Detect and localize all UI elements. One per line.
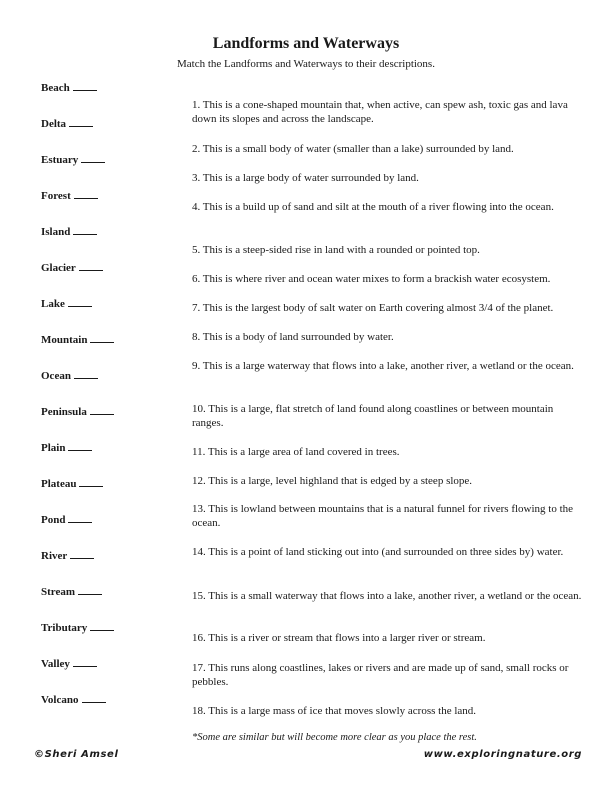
term-island bbox=[41, 226, 97, 238]
term-peninsula bbox=[41, 406, 114, 418]
term-lake bbox=[41, 298, 92, 310]
answer-blank[interactable] bbox=[78, 593, 102, 595]
description-7: 7. This is the largest body of salt water on Earth covering almost 3/4 of the planet. bbox=[192, 302, 554, 314]
term-pond bbox=[41, 514, 92, 526]
term-ocean bbox=[41, 370, 98, 382]
term-volcano bbox=[41, 694, 106, 706]
description-18: 18. This is a large mass of ice that moves slowly across the land. bbox=[192, 705, 477, 717]
term-plateau bbox=[41, 478, 103, 490]
term-label: Forest bbox=[41, 190, 71, 202]
answer-blank[interactable] bbox=[68, 305, 92, 307]
answer-blank[interactable] bbox=[74, 377, 98, 379]
answer-blank[interactable] bbox=[81, 161, 105, 163]
term-plain bbox=[41, 442, 92, 454]
description-9: 9. This is a large waterway that flows into a lake, another river, a wetland or the ocean. bbox=[192, 360, 574, 372]
answer-blank[interactable] bbox=[90, 341, 114, 343]
term-label: Tributary bbox=[41, 622, 88, 634]
term-tributary bbox=[41, 622, 114, 634]
answer-blank[interactable] bbox=[73, 233, 97, 235]
term-label: River bbox=[41, 550, 68, 562]
answer-blank[interactable] bbox=[79, 485, 103, 487]
page-title: Landforms and Waterways bbox=[212, 35, 400, 52]
term-label: Estuary bbox=[41, 154, 79, 166]
term-delta bbox=[41, 118, 93, 130]
term-label: Glacier bbox=[41, 262, 76, 274]
description-16: 16. This is a river or stream that flows into a larger river or stream. bbox=[192, 632, 486, 644]
footnote: *Some are similar but will become more clear as you place the rest. bbox=[192, 732, 477, 743]
description-8: 8. This is a body of land surrounded by water. bbox=[192, 331, 394, 343]
term-label: Beach bbox=[41, 82, 70, 94]
term-glacier bbox=[41, 262, 103, 274]
description-11: 11. This is a large area of land covered in trees. bbox=[192, 446, 400, 458]
term-label: Lake bbox=[41, 298, 65, 310]
term-label: Stream bbox=[41, 586, 76, 598]
description-10: 10. This is a large, flat stretch of land found along coastlines or between mountain ranges. bbox=[192, 403, 554, 429]
term-label: Plain bbox=[41, 442, 66, 454]
answer-blank[interactable] bbox=[90, 413, 114, 415]
description-12: 12. This is a large, level highland that is edged by a steep slope. bbox=[192, 475, 473, 487]
term-label: Pond bbox=[41, 514, 66, 526]
answer-blank[interactable] bbox=[73, 665, 97, 667]
term-valley bbox=[41, 658, 97, 670]
website-url: www.exploringnature.org bbox=[423, 749, 582, 760]
description-13: 13. This is lowland between mountains that is a natural funnel for rivers flowing to the ocean. bbox=[192, 503, 574, 529]
term-label: Plateau bbox=[41, 478, 77, 490]
answer-blank[interactable] bbox=[79, 269, 103, 271]
answer-blank[interactable] bbox=[68, 449, 92, 451]
answer-blank[interactable] bbox=[82, 701, 106, 703]
term-label: Valley bbox=[41, 658, 70, 670]
description-4: 4. This is a build up of sand and silt at the mouth of a river flowing into the ocean. bbox=[192, 201, 554, 213]
term-stream bbox=[41, 586, 102, 598]
answer-blank[interactable] bbox=[69, 125, 93, 127]
answer-blank[interactable] bbox=[73, 89, 97, 91]
description-5: 5. This is a steep-sided rise in land with a rounded or pointed top. bbox=[192, 244, 480, 256]
term-label: Volcano bbox=[41, 694, 79, 706]
answer-blank[interactable] bbox=[74, 197, 98, 199]
answer-blank[interactable] bbox=[68, 521, 92, 523]
term-forest bbox=[41, 190, 98, 202]
description-15: 15. This is a small waterway that flows into a lake, another river, a wetland or the ocean. bbox=[192, 590, 582, 602]
description-6: 6. This is where river and ocean water mixes to form a brackish water ecosystem. bbox=[192, 273, 551, 285]
term-label: Island bbox=[41, 226, 71, 238]
description-3: 3. This is a large body of water surrounded by land. bbox=[192, 172, 419, 184]
answer-blank[interactable] bbox=[90, 629, 114, 631]
term-label: Mountain bbox=[41, 334, 88, 346]
description-17: 17. This runs along coastlines, lakes or rivers and are made up of sand, small rocks or pebbles. bbox=[192, 662, 569, 688]
answer-blank[interactable] bbox=[70, 557, 94, 559]
description-1: 1. This is a cone-shaped mountain that, when active, can spew ash, toxic gas and lava down its slopes and across the landscape. bbox=[192, 99, 568, 125]
term-river bbox=[41, 550, 94, 562]
copyright: ©Sheri Amsel bbox=[34, 749, 119, 760]
instructions: Match the Landforms and Waterways to their descriptions. bbox=[177, 58, 435, 70]
term-estuary bbox=[41, 154, 105, 166]
description-2: 2. This is a small body of water (smaller than a lake) surrounded by land. bbox=[192, 143, 514, 155]
term-label: Ocean bbox=[41, 370, 71, 382]
description-14: 14. This is a point of land sticking out into (and surrounded on three sides by) water. bbox=[192, 546, 564, 558]
term-beach bbox=[41, 82, 97, 94]
term-label: Peninsula bbox=[41, 406, 87, 418]
term-mountain bbox=[41, 334, 114, 346]
term-label: Delta bbox=[41, 118, 67, 130]
